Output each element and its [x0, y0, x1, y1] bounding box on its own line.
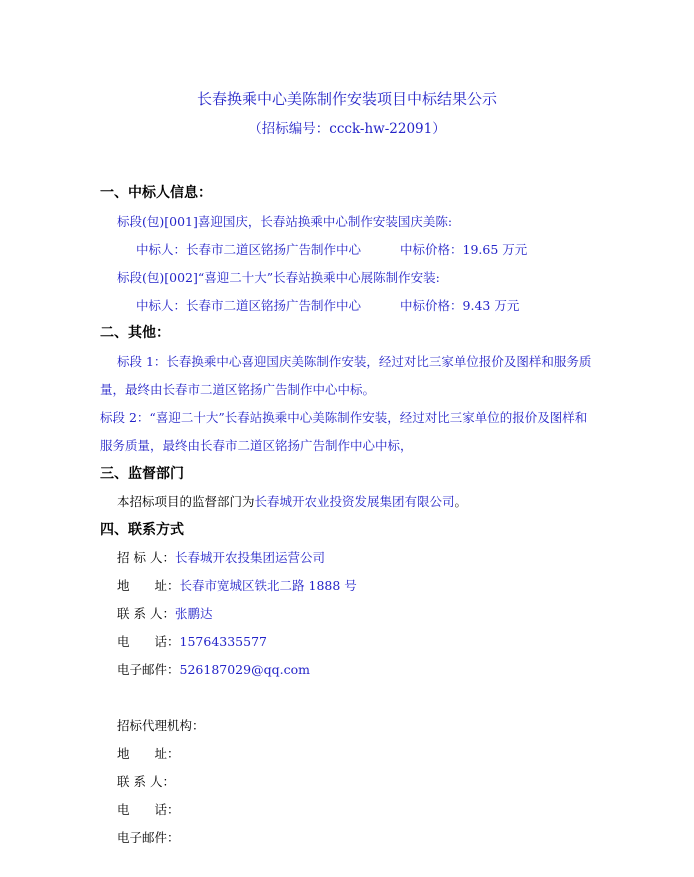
page-title: 长春换乘中心美陈制作安装项目中标结果公示: [196, 90, 497, 108]
tenderer-label: 招 标 人：: [117, 550, 175, 565]
lot2-price: 9.43 万元: [462, 298, 520, 313]
section-supervision-heading: 三、监督部门: [100, 466, 184, 482]
lot1-price-row: [400, 240, 527, 258]
email-value[interactable]: 526187029@qq.com: [179, 662, 310, 677]
lot1-note-line2: 量，最终由长春市二道区铭扬广告制作中心中标。: [100, 382, 376, 397]
lot2-winner-row: [136, 296, 361, 314]
supervision-end: 。: [454, 494, 468, 509]
tenderer-row: [117, 548, 325, 566]
lot1-price-label: 中标价格：: [400, 242, 463, 257]
lot2-price-label: 中标价格：: [400, 298, 463, 313]
lot1-price: 19.65 万元: [462, 242, 528, 257]
lot1-note-line1: 标段 1：长春换乘中心喜迎国庆美陈制作安装，经过对比三家单位报价及图样和服务质: [117, 354, 592, 369]
contact-value: 张鹏达: [174, 606, 213, 621]
supervision-prefix: 本招标项目的监督部门为: [117, 494, 255, 509]
phone-value: 15764335577: [179, 634, 267, 649]
address-row: [117, 576, 357, 594]
supervision-text: [117, 492, 467, 510]
supervision-org: 长春城开农业投资发展集团有限公司: [254, 494, 455, 509]
section-contact-heading: 四、联系方式: [100, 522, 184, 538]
lot2-description: 标段(包)[002]“喜迎二十大”长春站换乘中心展陈制作安装:: [117, 270, 440, 285]
section-winner-heading: 一、中标人信息：: [100, 185, 212, 201]
agency-heading: 招标代理机构：: [117, 718, 205, 733]
lot1-description: 标段(包)[001]喜迎国庆，长春站换乘中心制作安装国庆美陈:: [117, 214, 453, 229]
agency-address-label: 地 址：: [117, 746, 180, 761]
email-label: 电子邮件：: [117, 662, 180, 677]
section-other-heading: 二、其他：: [100, 325, 170, 341]
contact-row: [117, 604, 212, 622]
lot2-note-line2: 服务质量，最终由长春市二道区铭扬广告制作中心中标，: [100, 438, 413, 453]
address-label: 地 址：: [117, 578, 180, 593]
agency-contact-label: 联 系 人：: [117, 774, 175, 789]
phone-row: [117, 632, 267, 650]
lot2-winner-label: 中标人：: [136, 298, 187, 313]
phone-label: 电 话：: [117, 634, 180, 649]
agency-phone-label: 电 话：: [117, 802, 180, 817]
agency-email-label: 电子邮件：: [117, 830, 180, 845]
lot1-winner: 长春市二道区铭扬广告制作中心: [186, 242, 362, 257]
tender-number: （招标编号：ccck-hw-22091）: [248, 121, 446, 137]
email-row: [117, 660, 310, 678]
lot1-winner-row: [136, 240, 361, 258]
contact-label: 联 系 人：: [117, 606, 175, 621]
lot2-winner: 长春市二道区铭扬广告制作中心: [186, 298, 362, 313]
lot2-price-row: [400, 296, 519, 314]
address-value: 长春市宽城区铁北二路 1888 号: [179, 578, 357, 593]
lot1-winner-label: 中标人：: [136, 242, 187, 257]
tenderer-value: 长春城开农投集团运营公司: [174, 550, 325, 565]
lot2-note-line1: 标段 2：“喜迎二十大”长春站换乘中心美陈制作安装，经过对比三家单位的报价及图样和: [100, 410, 588, 425]
